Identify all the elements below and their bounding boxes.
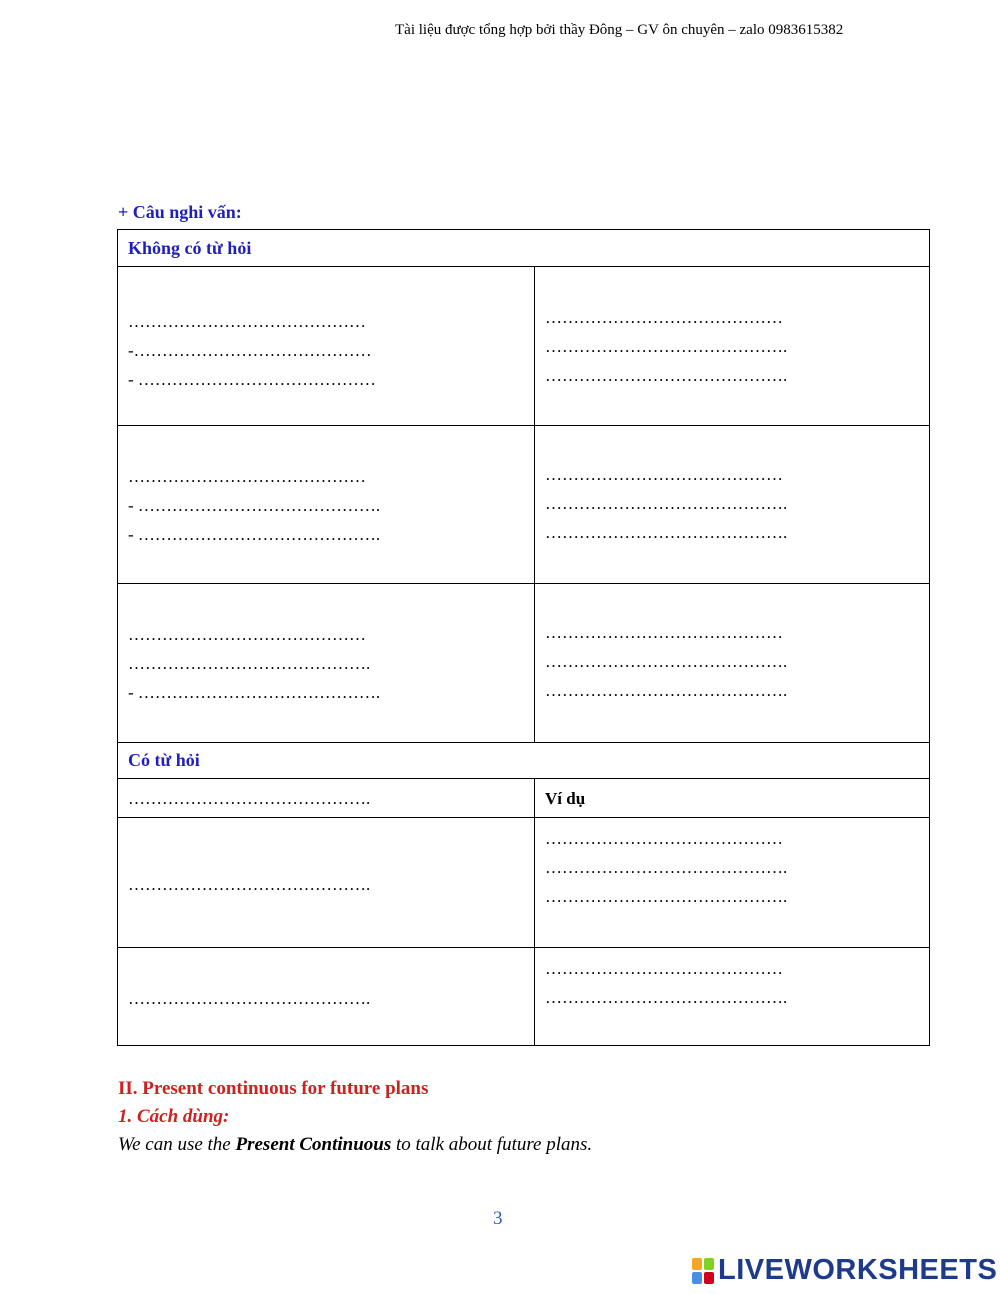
wh-left-cell-1 bbox=[118, 818, 535, 948]
yesno-left-cell-2 bbox=[118, 426, 535, 584]
dotted-line: …………………………………… bbox=[545, 623, 783, 642]
page-header: Tài liệu được tổng hợp bởi thầy Đông – GV ôn chuyên – zalo 0983615382 bbox=[395, 22, 844, 38]
dotted-line: …………………………………… bbox=[545, 829, 783, 848]
dotted-line: ……………………………………. bbox=[545, 652, 788, 671]
no-wh-header-cell bbox=[118, 230, 930, 267]
dotted-line: ……………………………………. bbox=[128, 654, 371, 673]
yesno-left-cell-1 bbox=[118, 267, 535, 426]
dotted-line: …………………………………… bbox=[128, 467, 366, 486]
liveworksheets-logo bbox=[692, 1254, 997, 1287]
dotted-line: - …………………………………… bbox=[128, 370, 376, 389]
dotted-line: …………………………………… bbox=[128, 312, 366, 331]
dotted-line: ……………………………………. bbox=[545, 494, 788, 513]
wh-label-right-cell bbox=[535, 779, 930, 818]
dotted-line: ……………………………………. bbox=[128, 788, 371, 808]
yesno-right-cell-2 bbox=[535, 426, 930, 584]
wh-header: Có từ hỏi bbox=[128, 750, 200, 770]
logo-text: LIVEWORKSHEETS bbox=[718, 1254, 998, 1286]
dotted-line: …………………………………… bbox=[545, 465, 783, 484]
usage-subheading: 1. Cách dùng: bbox=[118, 1106, 230, 1127]
dotted-line: ……………………………………. bbox=[545, 681, 788, 700]
example-label: Ví dụ bbox=[545, 788, 586, 808]
dotted-line: - ……………………………………. bbox=[128, 496, 381, 515]
wh-header-cell bbox=[118, 743, 930, 779]
usage-text-end: to talk about future plans. bbox=[391, 1134, 593, 1155]
dotted-line: -…………………………………… bbox=[128, 341, 372, 360]
yesno-right-cell-1 bbox=[535, 267, 930, 426]
wh-right-cell-1 bbox=[535, 818, 930, 948]
dotted-line: …………………………………… bbox=[128, 625, 366, 644]
dotted-line: ……………………………………. bbox=[545, 366, 788, 385]
usage-text-bold: Present Continuous bbox=[235, 1134, 392, 1155]
dotted-line: …………………………………… bbox=[545, 959, 783, 978]
dotted-line: ……………………………………. bbox=[128, 989, 371, 1008]
dotted-line: ……………………………………. bbox=[545, 337, 788, 356]
wh-label-left-cell bbox=[118, 779, 535, 818]
wh-left-cell-2 bbox=[118, 948, 535, 1046]
usage-text-start: We can use the bbox=[118, 1134, 236, 1155]
wh-right-cell-2 bbox=[535, 948, 930, 1046]
dotted-line: …………………………………… bbox=[545, 308, 783, 327]
section-heading: II. Present continuous for future plans bbox=[118, 1078, 429, 1099]
dotted-line: ……………………………………. bbox=[545, 523, 788, 542]
dotted-line: - ……………………………………. bbox=[128, 683, 381, 702]
dotted-line: ……………………………………. bbox=[545, 988, 788, 1007]
dotted-line: ……………………………………. bbox=[128, 875, 371, 894]
page-number: 3 bbox=[493, 1208, 503, 1229]
dotted-line: - ……………………………………. bbox=[128, 525, 381, 544]
no-wh-header: Không có từ hỏi bbox=[128, 237, 252, 258]
logo-blocks-icon bbox=[692, 1258, 714, 1284]
question-table bbox=[117, 229, 930, 1046]
dotted-line: ……………………………………. bbox=[545, 858, 788, 877]
usage-sentence bbox=[118, 1134, 592, 1156]
yesno-left-cell-3 bbox=[118, 584, 535, 743]
dotted-line: ……………………………………. bbox=[545, 887, 788, 906]
section-label-questions: + Câu nghi vấn: bbox=[118, 202, 242, 222]
yesno-right-cell-3 bbox=[535, 584, 930, 743]
